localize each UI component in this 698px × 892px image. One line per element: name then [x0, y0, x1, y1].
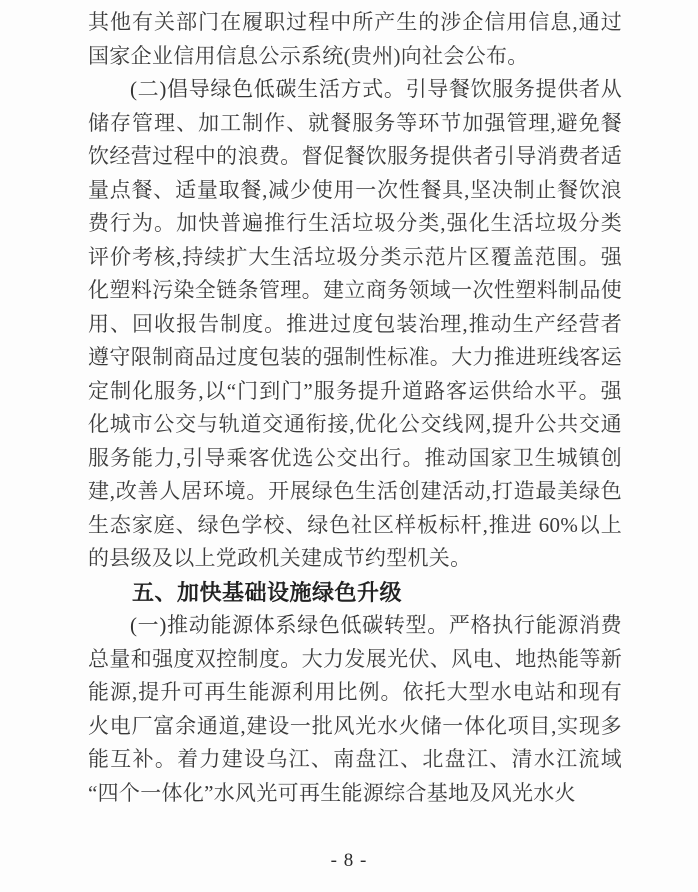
- paragraph-energy-transition-lead: (一)推动能源体系绿色低碳转型。: [130, 613, 449, 637]
- document-content: [88, 6, 622, 810]
- paragraph-energy-transition-text: 严格执行能源消费总量和强度双控制度。大力发展光伏、风电、地热能等新能源,提升可再生能源利用比例。依托大型水电站和现有火电厂富余通道,建设一批风光水火储一体化项目,实现多能互补。着力建设乌江、南盘江、北盘江、清水江流域“四个一体化”水风光可再生能源综合基地及风光水火: [88, 613, 622, 805]
- paragraph-continuation: 其他有关部门在履职过程中所产生的涉企信用信息,通过国家企业信用信息公示系统(贵州)向社会公布。: [88, 10, 622, 68]
- page-number: - 8 -: [330, 850, 368, 871]
- paragraph-green-lifestyle-text: 引导餐饮服务提供者从储存管理、加工制作、就餐服务等环节加强管理,避免餐饮经营过程中的浪费。督促餐饮服务提供者引导消费者适量点餐、适量取餐,减少使用一次性餐具,坚决制止餐饮浪费行为。加快普遍推行生活垃圾分类,强化生活垃圾分类评价考核,持续扩大生活垃圾分类示范片区覆盖范围。强化塑料污染全链条管理。建立商务领域一次性塑料制品使用、回收报告制度。推进过度包装治理,推动生产经营者遵守限制商品过度包装的强制性标准。大力推进班线客运定制化服务,以“门到门”服务提升道路客运供给水平。强化城市公交与轨道交通衔接,优化公交线网,提升公共交通服务能力,引导乘客优选公交出行。推动国家卫生城镇创建,改善人居环境。开展绿色生活创建活动,打造最美绿色生态家庭、绿色学校、绿色社区样板标杆,推进 60%以上的县级及以上党政机关建成节约型机关。: [88, 77, 623, 570]
- section-heading-five: 五、加快基础设施绿色升级: [132, 579, 403, 605]
- paragraph-green-lifestyle: [88, 73, 622, 576]
- paragraph-green-lifestyle-lead: (二)倡导绿色低碳生活方式。: [130, 77, 406, 101]
- paragraph-energy-transition: [88, 609, 622, 810]
